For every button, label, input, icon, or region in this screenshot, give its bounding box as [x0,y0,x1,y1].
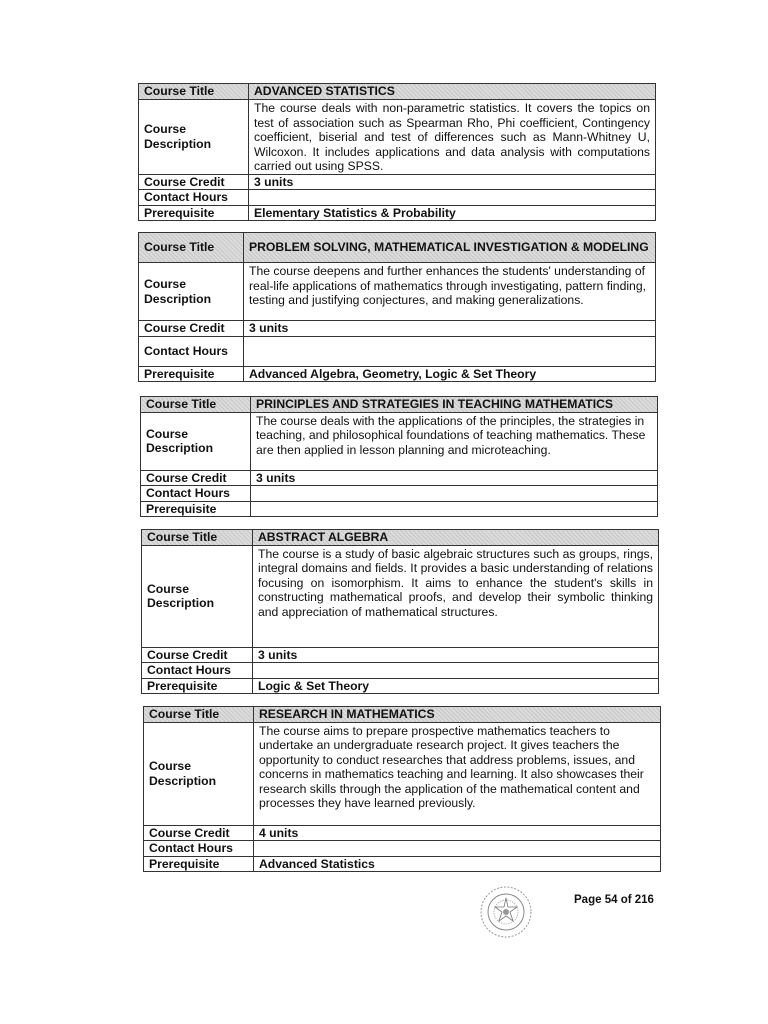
page-of: of [620,894,632,906]
course-title-label: Course Title [141,397,251,413]
course-title-value: PROBLEM SOLVING, MATHEMATICAL INVESTIGATION & MODELING [244,233,656,263]
course-description-label: Course Description [139,100,249,175]
course-title-value: ABSTRACT ALGEBRA [253,530,659,546]
course-description-label: Course Description [142,545,253,647]
contact-hours-value [253,663,659,679]
course-credit-value: 3 units [249,174,656,190]
course-description-label: Course Description [141,412,251,470]
course-credit-label: Course Credit [139,321,244,337]
course-credit-label: Course Credit [139,174,249,190]
course-description-value: The course deals with non-parametric statistics. It covers the topics on test of association such as Spearman Rho, Phi coefficient, Contingency coefficient, biserial and test of differences such as Mann-Whitney U, Wilcoxon. It includes applications and data analysis with computations carried out using SPSS. [249,100,656,175]
contact-hours-value [244,336,656,366]
course-credit-label: Course Credit [141,470,251,486]
course-description-value: The course deals with the applications of the principles, the strategies in teaching, and philosophical foundations of teaching mathematics. These are then applied in lesson planning and microteaching. [251,412,658,470]
prerequisite-label: Prerequisite [139,205,249,221]
course-title-label: Course Title [144,707,254,723]
course-description-label: Course Description [144,722,254,825]
contact-hours-label: Contact Hours [139,336,244,366]
prerequisite-label: Prerequisite [141,501,251,517]
prerequisite-label: Prerequisite [142,678,253,694]
course-description-value: The course is a study of basic algebraic structures such as groups, rings, integral domains and fields. It provides a basic understanding of relations focusing on isomorphism. It aims to enhance the student's skills in constructing mathematical proofs, and develop their symbolic thinking and appreciation of mathematical structures. [253,545,659,647]
course-title-value: RESEARCH IN MATHEMATICS [254,707,661,723]
university-seal-icon [479,885,533,939]
prerequisite-value: Advanced Algebra, Geometry, Logic & Set Theory [244,366,656,382]
course-description-value: The course aims to prepare prospective mathematics teachers to undertake an undergraduate research project. It gives teachers the opportunity to conduct researches that address problems, issues, and concerns in mathematics teaching and learning. It also showcases their research skills through the application of the mathematical content and processes they have learned previously. [254,722,661,825]
page-footer [574,894,654,906]
course-credit-label: Course Credit [144,825,254,841]
page-prefix: Page [574,894,602,906]
contact-hours-label: Contact Hours [142,663,253,679]
prerequisite-value: Advanced Statistics [254,856,661,872]
course-title-label: Course Title [139,84,249,100]
prerequisite-value [251,501,658,517]
contact-hours-label: Contact Hours [141,486,251,502]
course-credit-label: Course Credit [142,647,253,663]
course-table-principles-strategies [140,396,658,517]
prerequisite-label: Prerequisite [139,366,244,382]
course-title-label: Course Title [142,530,253,546]
course-table-abstract-algebra [141,529,659,694]
course-table-advanced-statistics [138,83,656,221]
prerequisite-value: Elementary Statistics & Probability [249,205,656,221]
prerequisite-label: Prerequisite [144,856,254,872]
contact-hours-value [251,486,658,502]
contact-hours-label: Contact Hours [144,841,254,857]
contact-hours-value [254,841,661,857]
course-title-value: ADVANCED STATISTICS [249,84,656,100]
course-title-label: Course Title [139,233,244,263]
course-table-research-in-mathematics [143,706,661,872]
course-description-label: Course Description [139,263,244,321]
course-title-value: PRINCIPLES AND STRATEGIES IN TEACHING MATHEMATICS [251,397,658,413]
page-total: 216 [634,894,654,906]
contact-hours-value [249,190,656,206]
course-credit-value: 3 units [253,647,659,663]
course-description-value: The course deepens and further enhances the students' understanding of real-life applications of mathematics through investigating, pattern finding, testing and justifying conjectures, and making generalizations. [244,263,656,321]
course-credit-value: 3 units [244,321,656,337]
prerequisite-value: Logic & Set Theory [253,678,659,694]
course-credit-value: 3 units [251,470,658,486]
course-credit-value: 4 units [254,825,661,841]
page-number: 54 [604,894,618,906]
course-table-problem-solving [138,232,656,382]
contact-hours-label: Contact Hours [139,190,249,206]
